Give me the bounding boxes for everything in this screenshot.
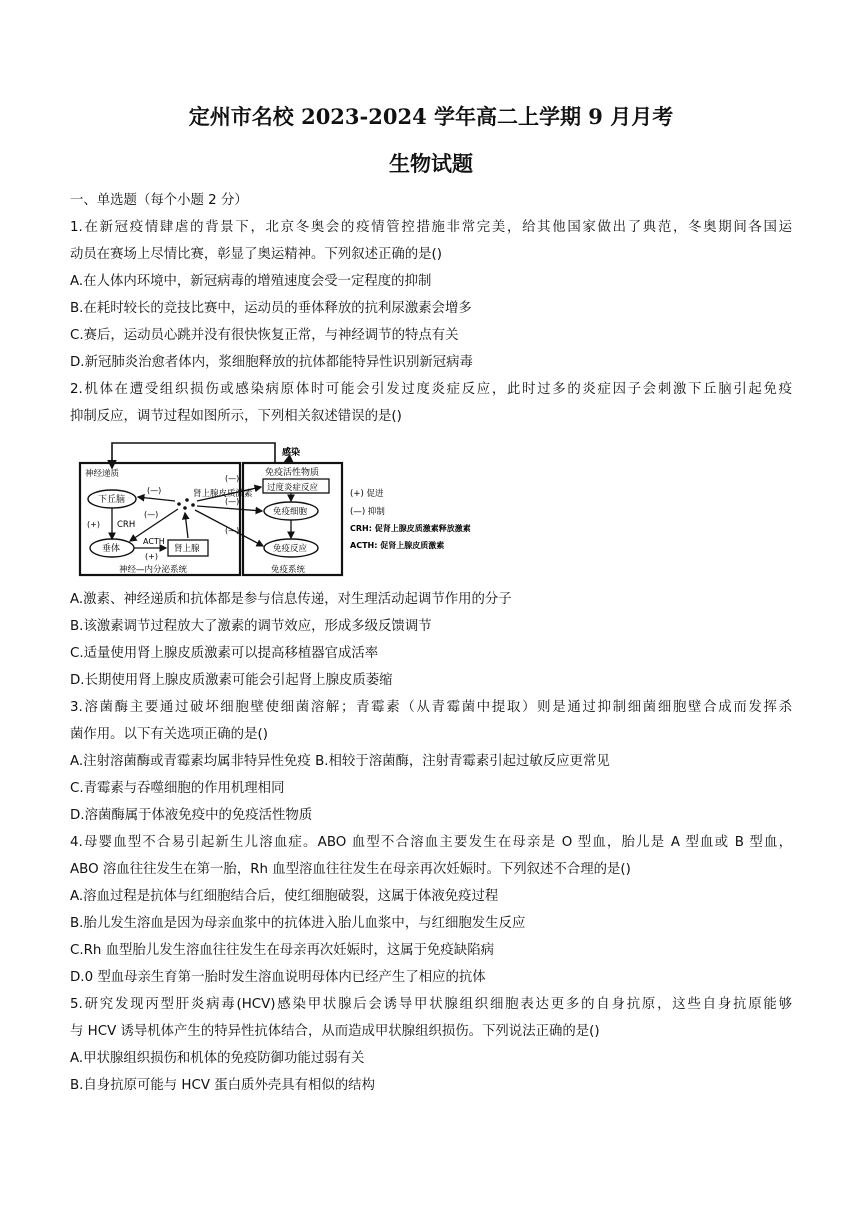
q1-option-a: A.在人体内环境中，新冠病毒的增殖速度会受一定程度的抑制 [70,274,432,289]
q1-option-c: C.赛后，运动员心跳并没有很快恢复正常，与神经调节的特点有关 [70,328,459,343]
legend-acth: ACTH: 促肾上腺皮质激素 [350,541,445,550]
q4-option-b: B.胎儿发生溶血是因为母亲血浆中的抗体进入胎儿血浆中，与红细胞发生反应 [70,916,526,931]
label-minus-response: (—) [225,526,240,535]
label-neurotransmitter: 神经递质 [85,469,120,479]
q1-option-d: D.新冠肺炎治愈者体内，浆细胞释放的抗体都能特异性识别新冠病毒 [70,355,473,370]
q2-stem-line1: 2.机体在遭受组织损伤或感染病原体时可能会引发过度炎症反应，此时过多的炎症因子会刺激下丘脑引起免疫 [70,382,792,397]
label-adrenal: 肾上腺 [174,544,200,554]
q3-stem-line1: 3.溶菌酶主要通过破坏细胞壁使细菌溶解；青霉素（从青霉菌中提取）则是通过抑制细菌细胞壁合成而发挥杀 [70,700,792,715]
q3-stem-line2: 菌作用。以下有关选项正确的是() [70,727,268,742]
label-hypothalamus: 下丘脑 [98,495,126,505]
immune-system-box [243,463,342,575]
q3-option-ab: A.注射溶菌酶或青霉素均属非特异性免疫 B.相较于溶菌酶，注射青霉素引起过敏反应更常见 [70,754,610,769]
legend-crh: CRH: 促肾上腺皮质激素释放激素 [350,524,471,533]
label-immune-active: 免疫活性物质 [265,468,320,478]
section-heading: 一、单选题（每个小题 2 分） [70,193,248,208]
q2-stem-line2: 抑制反应，调节过程如图所示，下列相关叙述错误的是() [70,409,402,424]
label-minus-pit: (—) [144,510,159,519]
q1-stem-line1: 1.在新冠疫情肆虐的背景下，北京冬奥会的疫情管控措施非常完美，给其他国家做出了典范，冬奥期间各国运 [70,220,792,235]
q4-option-a: A.溶血过程是抗体与红细胞结合后，使红细胞破裂，这属于体液免疫过程 [70,889,499,904]
exam-title: 定州市名校 2023-2024 学年高二上学期 9 月月考 [188,104,674,129]
q5-option-b: B.自身抗原可能与 HCV 蛋白质外壳具有相似的结构 [70,1078,375,1093]
label-cortisol: 肾上腺皮质激素 [193,489,253,499]
legend-minus: (—) 抑制 [350,507,385,517]
label-acth-plus: (+) [145,552,158,561]
regulation-diagram [75,433,505,581]
q5-option-a: A.甲状腺组织损伤和机体的免疫防御功能过弱有关 [70,1051,365,1066]
q4-stem-line2: ABO 溶血往往发生在第一胎，Rh 血型溶血往往发生在母亲再次妊娠时。下列叙述不合理的是() [70,862,631,877]
label-crh-plus: (+) [87,520,100,529]
legend-plus: (+) 促进 [350,489,384,499]
label-infection: 感染 [282,448,301,458]
q4-option-c: C.Rh 血型胎儿发生溶血往往发生在母亲再次妊娠时，这属于免疫缺陷病 [70,943,494,958]
q5-stem-line1: 5.研究发现丙型肝炎病毒(HCV)感染甲状腺后会诱导甲状腺组织细胞表达更多的自身抗原，这些自身抗原能够 [70,997,792,1012]
q2-option-c: C.适量使用肾上腺皮质激素可以提高移植器官成活率 [70,646,379,661]
q3-option-d: D.溶菌酶属于体液免疫中的免疫活性物质 [70,808,313,823]
q4-option-d: D.0 型血母亲生育第一胎时发生溶血说明母体内已经产生了相应的抗体 [70,970,486,985]
q2-option-a: A.激素、神经递质和抗体都是参与信息传递，对生理活动起调节作用的分子 [70,592,512,607]
exam-subtitle: 生物试题 [389,151,473,176]
q1-stem-line2: 动员在赛场上尽情比赛，彰显了奥运精神。下列叙述正确的是() [70,247,442,262]
label-acth: ACTH [143,537,165,546]
label-minus-cell: (—) [225,497,240,506]
q2-option-b: B.该激素调节过程放大了激素的调节效应，形成多级反馈调节 [70,619,432,634]
q5-stem-line2: 与 HCV 诱导机体产生的特异性抗体结合，从而造成甲状腺组织损伤。下列说法正确的是() [70,1024,600,1039]
q1-option-b: B.在耗时较长的竞技比赛中，运动员的垂体释放的抗利尿激素会增多 [70,301,472,316]
q2-option-d: D.长期使用肾上腺皮质激素可能会引起肾上腺皮质萎缩 [70,673,393,688]
q3-option-c: C.青霉素与吞噬细胞的作用机理相同 [70,781,285,796]
label-immune-cell: 免疫细胞 [273,507,308,517]
label-immune-response: 免疫反应 [273,544,308,554]
q4-stem-line1: 4.母婴血型不合易引起新生儿溶血症。ABO 血型不合溶血主要发生在母亲是 O 型血，胎儿是 A 型血或 B 型血， [70,835,792,850]
label-minus-hypo: (—) [147,486,162,495]
label-excess-inflammation: 过度炎症反应 [267,483,319,493]
label-minus-inflammation: (—) [225,474,240,483]
label-neuro-system: 神经—内分泌系统 [119,565,188,575]
neuro-system-box [80,463,240,575]
label-immune-system: 免疫系统 [271,565,306,575]
label-pituitary: 垂体 [102,544,121,554]
label-crh: CRH [117,520,136,530]
